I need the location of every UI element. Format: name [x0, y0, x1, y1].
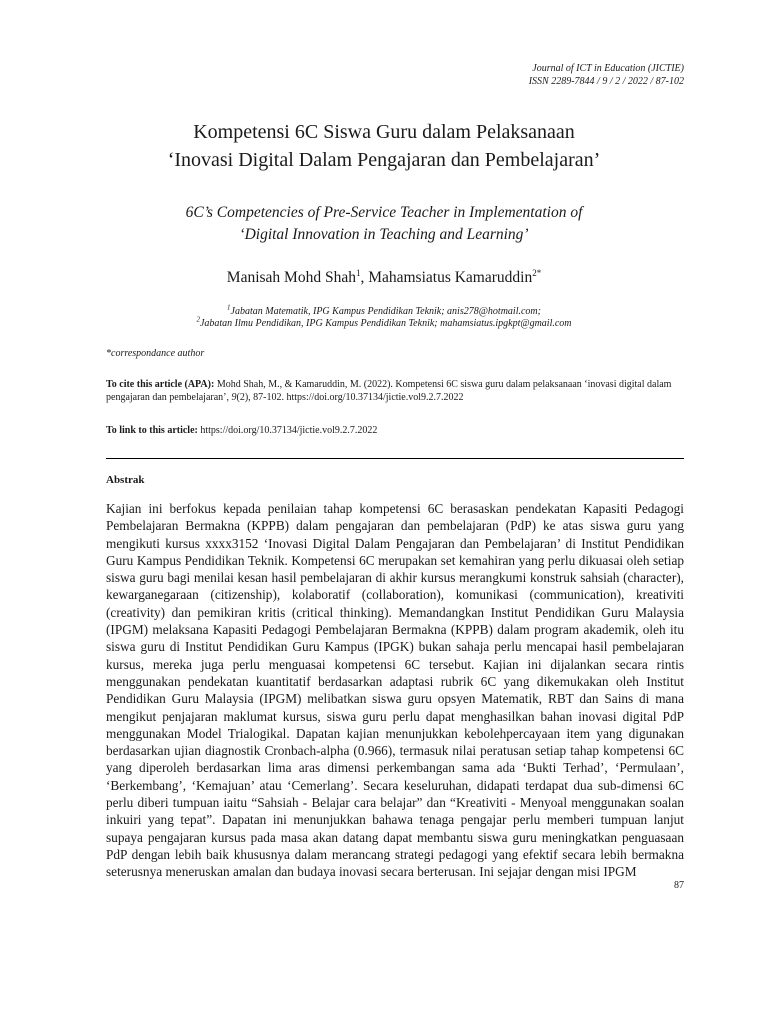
affiliation-2: [84, 315, 684, 330]
citation-volume: 9: [231, 392, 237, 403]
author-2-affiliation-mark: 2*: [532, 267, 542, 278]
citation-block: [106, 378, 684, 404]
journal-name: Journal of ICT in Education (JICTIE): [532, 63, 684, 74]
journal-header: [529, 62, 684, 88]
subtitle-line-2: ‘Digital Innovation in Teaching and Learning’: [239, 226, 529, 243]
affiliation-1-text: Jabatan Matematik, IPG Kampus Pendidikan Teknik; anis278@hotmail.com;: [230, 306, 541, 317]
title-line-1: Kompetensi 6C Siswa Guru dalam Pelaksanaan: [193, 121, 575, 143]
journal-issn: ISSN 2289-7844 / 9 / 2 / 2022 / 87-102: [528, 76, 684, 87]
abstract-heading: Abstrak: [106, 474, 145, 486]
affiliations: [84, 303, 684, 330]
affiliation-1: [84, 303, 684, 318]
section-divider: [106, 458, 684, 459]
article-doi-link[interactable]: https://doi.org/10.37134/jictie.vol9.2.7.2022: [197, 425, 378, 436]
author-2: Mahamsiatus Kamaruddin: [368, 269, 533, 286]
abstract-body: Kajian ini berfokus kepada penilaian tahap kompetensi 6C berasaskan pendekatan Kapasiti Pedagogi Pembelajaran Bermakna (KPPB) dalam pengajaran dan pembelajaran (PdP) ke atas siswa guru yang mengikuti kursus xxxx3152 ‘Inovasi Digital Dalam Pengajaran dan Pembelajaran’ di Institut Pendidikan Guru Kampus Pendidikan Teknik. Kompetensi 6C merupakan set kemahiran yang perlu dikuasai oleh setiap siswa guru bagi menilai kesan hasil pembelajaran di akhir kursus merangkumi konstruk sahsiah (character), kewarganegaraan (citizenship), kolaboratif (collaboration), komunikasi (communication), kreativiti (creativity) dan pemikiran kritis (critical thinking). Memandangkan Institut Pendidikan Guru Malaysia (IPGM) melaksana Kapasiti Pedagogi Pembelajaran Bermakna (KPPB) dalam program akademik, oleh itu siswa guru di Institut Pendidikan Guru Kampus (IPGK) bukan sahaja perlu mencapai hasil pembelajaran kursus, mereka juga perlu menguasai kompetensi 6C tersebut. Kajian ini dijalankan secara rintis menggunakan pendekatan kuantitatif berdasarkan adaptasi rubrik 6C yang dikemukakan oleh Institut Pendidikan Guru Malaysia (IPGM) melibatkan siswa guru opsyen Matematik, RBT dan Sains di mana mengikut penjajaran maklumat kursus, siswa guru perlu dapat menghasilkan bahan inovasi digital PdP menggunakan Model Trialogikal. Dapatan kajian menunjukkan kebolehpercayaan item yang digunakan berdasarkan ujian diagnostik Cronbach-alpha (0.966), termasuk nilai peratusan setiap tahap kompetensi 6C yang diperoleh berdasarkan lima aras dimensi perkembangan sama ada ‘Bukti Terhad’, ‘Permulaan’, ‘Berkembang’, ‘Kemajuan’ atau ‘Cemerlang’. Secara keseluruhan, didapati terdapat dua sub-dimensi 6C perlu diberi tumpuan iaitu “Sahsiah - Belajar cara belajar” dan “Kreativiti - Menyoal menggunakan soalan inkuiri yang tepat”. Dapatan ini menunjukkan bahawa tenaga pengajar perlu memberi tumpuan lanjut supaya pengajaran kursus pada masa akan datang dapat membantu siswa guru meningkatkan penguasaan PdP dengan lebih baik khususnya dalam merancang strategi pedagogi yang efektif secara lebih bermakna seterusnya meneruskan amalan dan budaya inovasi secara berterusan. Ini sejajar dengan misi IPGM: [106, 501, 684, 880]
author-1: Manisah Mohd Shah: [226, 269, 356, 286]
author-list: [84, 268, 684, 288]
citation-text-end: (2), 87-102. https://doi.org/10.37134/jictie.vol9.2.7.2022: [236, 392, 464, 403]
title-line-2: ‘Inovasi Digital Dalam Pengajaran dan Pembelajaran’: [167, 149, 601, 171]
page-number: 87: [674, 880, 684, 891]
paper-subtitle: [84, 202, 684, 246]
author-1-affiliation-mark: 1: [355, 267, 361, 278]
link-label: To link to this article:: [106, 425, 198, 436]
affiliation-1-mark: 1: [227, 303, 231, 312]
affiliation-2-mark: 2: [196, 315, 200, 324]
correspondence-note: *correspondance author: [106, 348, 205, 359]
author-separator: ,: [360, 269, 369, 286]
citation-text: Mohd Shah, M., & Kamaruddin, M. (2022). Kompetensi 6C siswa guru dalam pelaksanaan ‘inovasi digital dalam pengajaran dan pembelajaran’,: [106, 379, 672, 403]
article-link-block: [106, 424, 377, 437]
paper-title: [84, 118, 684, 174]
affiliation-2-text: Jabatan Ilmu Pendidikan, IPG Kampus Pendidikan Teknik; mahamsiatus.ipgkpt@gmail.com: [199, 318, 572, 329]
citation-label: To cite this article (APA):: [106, 379, 215, 390]
subtitle-line-1: 6C’s Competencies of Pre-Service Teacher in Implementation of: [185, 204, 583, 221]
